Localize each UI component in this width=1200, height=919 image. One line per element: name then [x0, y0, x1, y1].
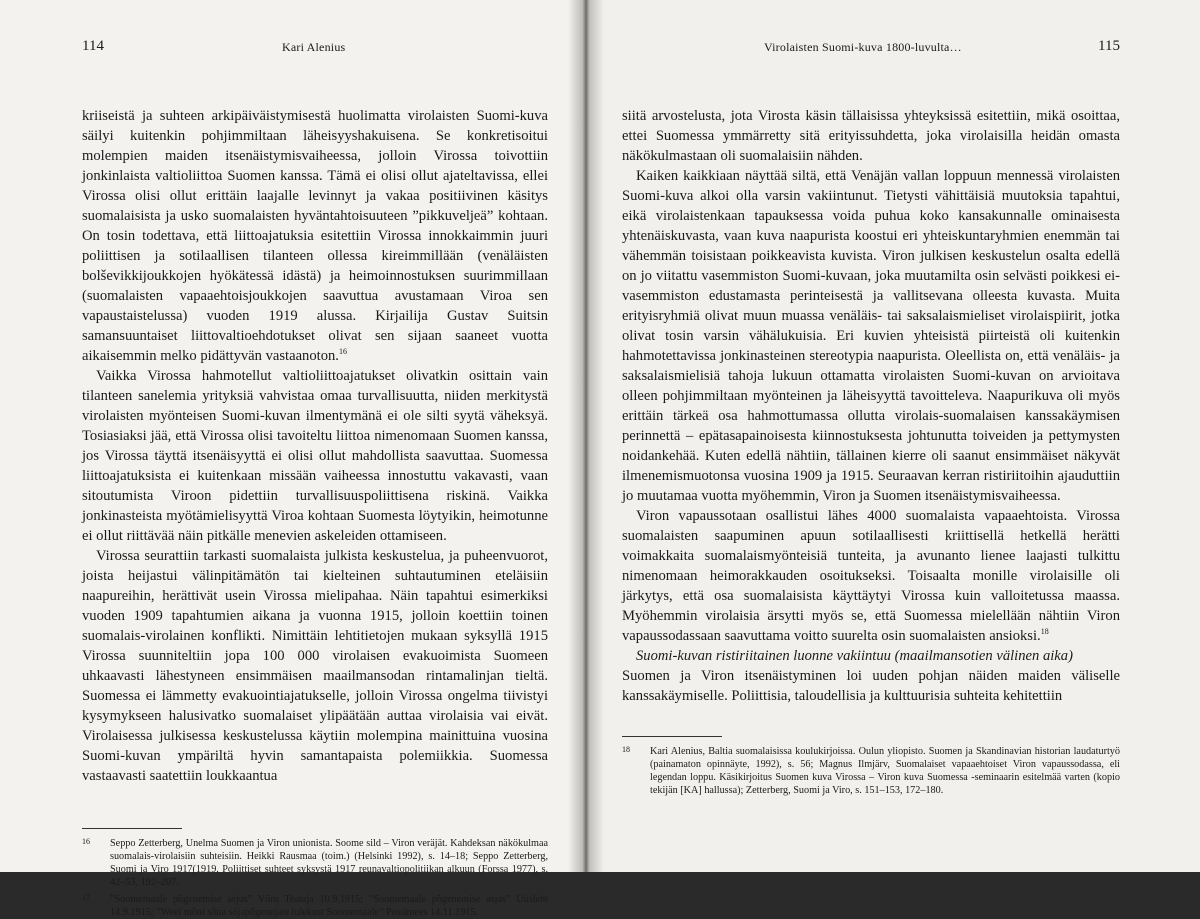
footnote-ref-16: 16	[338, 347, 347, 357]
footnote-rule	[82, 828, 182, 829]
right-paragraph-1: siitä arvostelusta, jota Virosta käsin tällaisissa yhteyksissä esitettiin, mikä osoittaa, ettei Suomessa ymmärretty sitä erityissuhdetta, joka virolaisilla heidän omasta näkökulmastaan oli suomalaisiin nähden.	[622, 108, 1120, 164]
footnote-text: ”Soomemaale põgenemise asjus” Võru Teataja 10.9.1915; ”Soomemaale põgenemise asjas” Uusleht 14.9.1915; ”Weel mõni sõna sõjapõgenejate tulekust Soomemaale” Postimees 14.11.1915.	[110, 894, 548, 918]
left-page-header	[82, 38, 548, 62]
footnote-number: 17	[82, 893, 90, 902]
footnote-number: 18	[622, 745, 630, 754]
section-paragraph: Suomen ja Viron itsenäistyminen loi uuden pohjan näiden maiden väliselle kanssakäymiselle. Poliittisia, taloudellisia ja kulttuurisia suhteita kehitettiin	[622, 668, 1120, 704]
footnote-17	[82, 893, 548, 919]
footnote-rule	[622, 736, 722, 737]
right-paragraph-3: Viron vapaussotaan osallistui lähes 4000 suomalaista vapaaehtoista. Virossa suomalaisten saapuminen apuun sotilaallisesti kriittisellä hetkellä herätti voimakkaita suomalaismyönteisiä tunteita, ja avunanto lienee laajasti tulkittu nimenomaan heimorakkauden osoitukseksi. Toisaalta monille virolaisille oli järkytys, että osa suomalaisista käyttäytyi Virossa kuin valloitetussa maassa. Myöhemmin virolaisia ärsytti myös se, että Suomessa mielellään nähtiin Viron vapaussodassaan saavuttama voitto suurelta osin suomalaisten ansioksi.$^{18}$	[622, 508, 1120, 644]
left-paragraph-1: kriiseistä ja suhteen arkipäiväistymisestä huolimatta virolaisten Suomi-kuva säilyi kuitenkin pohjimmiltaan läheisyyshakuisena. Se konkretisoitui molempien maiden itsenäistymisvaiheessa, jolloin Virossa toivottiin jonkinlaista valtioliittoa Suomen kanssa. Tämä ei olisi ollut ajateltavissa, ellei Virossa olisi ollut erittäin laajalle levinnyt ja vakaa positiivinen käsitys suomalaisista ja usko suomalaisten hyväntahtoisuuteen ”pikkuveljeä” kohtaan. On tosin todettava, että liittoajatuksia esitettiin Virossa innokkaimmin juuri poliittisen ja sotilaallisen tilanteen ollessa kireimmillään (venäläisten bolševikkijoukkojen hyökätessä idästä) ja heimoinnostuksen suurimmillaan (suomalaisten vapaaehtoisjoukkojen saavuttua avustamaan Viroa sen vapaustaistelussa) vuoden 1919 alussa. Kirjailija Gustav Suitsin samansuuntaiset liittovaltioehdotukset olivat sen sijaan saaneet vuotta aikaisemmin melko pidättyvän vastaanoton.$^{16}$	[82, 108, 548, 364]
right-page-number: 115	[1098, 38, 1120, 54]
left-paragraph-2: Vaikka Virossa hahmotellut valtioliittoajatukset olivatkin osittain vain tilanteen sanelemia yrityksiä vahvistaa omaa turvallisuutta, niiden merkitystä virolaisten myönteisen Suomi-kuvan ilmentymänä ei ole silti syytä väheksyä. Tosiasiaksi jää, että Virossa olisi tavoiteltu liittoa nimenomaan Suomen kanssa, jos Virossa täyttä itsenäisyyttä ei olisi ollut mahdollista saavuttaa. Suomessa liittoajatuksista ei kuitenkaan missään vaiheessa innostuttu vakavasti, vaan sitoutumista Viroon pidettiin turvallisuuspoliittisena riskinä. Vaikka jonkinasteista myötämielisyyttä Viroa kohtaan Suomesta löytyikin, heimotunne ei ollut riittävää näin pitkälle menevien askeleiden ottamiseen.	[82, 368, 548, 544]
right-footnotes	[622, 736, 1120, 797]
left-paragraph-3: Virossa seurattiin tarkasti suomalaista julkista keskustelua, ja puheenvuorot, joista heijastui välinpitämätön tai kielteinen suhtautuminen eteläisiin naapureihin, herättivät usein Virossa mielipahaa. Näin tapahtui esimerkiksi vuoden 1909 tapahtumien aikana ja vuonna 1915, jolloin koettiin toinen suomalais-virolainen konflikti. Nimittäin lehtitietojen mukaan syksyllä 1915 Virossa suunniteltiin jopa 100 000 virolaisen evakuoimista Suomeen uhkaavasti lähestyneen ensimmäisen maailmansodan rintamalinjan tieltä. Suomessa ei lämmetty evakuointiajatukselle, jolloin Virossa ongelma tiivistyi kysymykseen halusivatko suomalaiset ylipäätään auttaa virolaisia vai eivät. Virolaisessa julkisessa keskustelussa käytiin molempina mainittuina vuosina Suomi-kuvan ympäriltä hyvin samantapaista polemiikkia. Suomessa vastaavasti saatettiin loukkaantua	[82, 548, 548, 784]
right-page	[584, 0, 1200, 872]
left-page	[0, 0, 584, 918]
right-page-header	[622, 38, 1120, 62]
footnote-18	[622, 745, 1120, 797]
right-running-head: Virolaisten Suomi-kuva 1800-luvulta…	[764, 40, 962, 54]
footnote-text: Seppo Zetterberg, Unelma Suomen ja Viron unionista. Soome sild – Viron veräjät. Kahdeksan näkökulmaa suomalais-virolaisiin suhteisiin. Heikki Rausmaa (toim.) (Helsinki 1992), s. 14–18; Seppo Zetterberg, Suomi ja Viro 1917(1919. Poliittiset suhteet syksystä 1917 reunavaltiopolitiikan alkuun (Forssa 1977), s. 42–53, 192–207.	[110, 838, 548, 888]
left-page-body	[82, 106, 548, 786]
left-running-head: Kari Alenius	[282, 40, 346, 54]
footnote-text: Kari Alenius, Baltia suomalaisissa koulukirjoissa. Oulun yliopisto. Suomen ja Skandinavian historian laudaturtyö (painamaton opinnäyte, 1992), s. 56; Magnus Ilmjärv, Suomalaiset vapaaehtoiset Viron vapaussodassa, eli legendan loppu. Käsikirjoitus Suomen kuva Virossa – Viron kuva Suomessa -seminaarin esitelmää varten (kopio tekijän [KA] hallussa); Zetterberg, Suomi ja Viro, s. 151–153, 172–180.	[650, 746, 1120, 796]
right-paragraph-2: Kaiken kaikkiaan näyttää siltä, että Venäjän vallan loppuun mennessä virolaisten Suomi-kuva alkoi olla varsin vakiintunut. Tietysti vähittäisiä muutoksia tapahtui, eikä virolaistenkaan tapauksessa voida puhua koko kansakunnalle ominaisesta yhtenäiskuvasta, vaan kuva naapurista koostui eri yhteiskuntaryhmien enemmän tai vähemmän toisistaan poikkeavista kuvista. Viron julkisen keskustelun osalta edellä on jo viitattu vasemmiston Suomi-kuvaan, joka muutamilta osin selvästi poikkesi ei-vasemmiston edustamasta perinteisestä ja vallitsevana olleesta kuvasta. Muita erityisryhmiä olivat muun muassa venäläis- tai saksalaismieliset virolaispiirit, jotka olivat tosin varsin vähälukuisia. Eri kuvien yhteisistä piirteistä oli kuitenkin hahmotettavissa jonkinasteinen stereotypia naapurista. Oleellista on, että venäläis- ja saksalaismielisiä tahoja lukuun ottamatta virolaisten Suomi-kuvan on arvioitava olleen pohjimmiltaan myönteinen ja läheisyyttä tavoitteleva. Naapurikuva oli myös erittäin tärkeä osa hahmottumassa ollutta virolais-suomalaisen kanssakäymisen perinnettä – epätasapainoisesta kiinnostuksesta johtunutta toiveiden ja pettymysten noidankehää. Kuten edellä nähtiin, tällainen kierre oli saanut ensimmäiset näkyvät ilmenemismuotonsa vuosina 1909 ja 1915. Seuraavan kerran ristiriitoihin ajauduttiin jo muutamaa vuotta myöhemmin, Viron ja Suomen itsenäistymisvaiheessa.	[622, 168, 1120, 504]
footnote-ref-18: 18	[1040, 627, 1049, 637]
left-page-number: 114	[82, 38, 104, 54]
footnote-number: 16	[82, 837, 90, 846]
right-page-body	[622, 106, 1120, 706]
section-heading: Suomi-kuvan ristiriitainen luonne vakiintuu (maailmansotien välinen aika)	[636, 648, 1073, 664]
footnote-16	[82, 837, 548, 889]
left-footnotes	[82, 828, 548, 919]
